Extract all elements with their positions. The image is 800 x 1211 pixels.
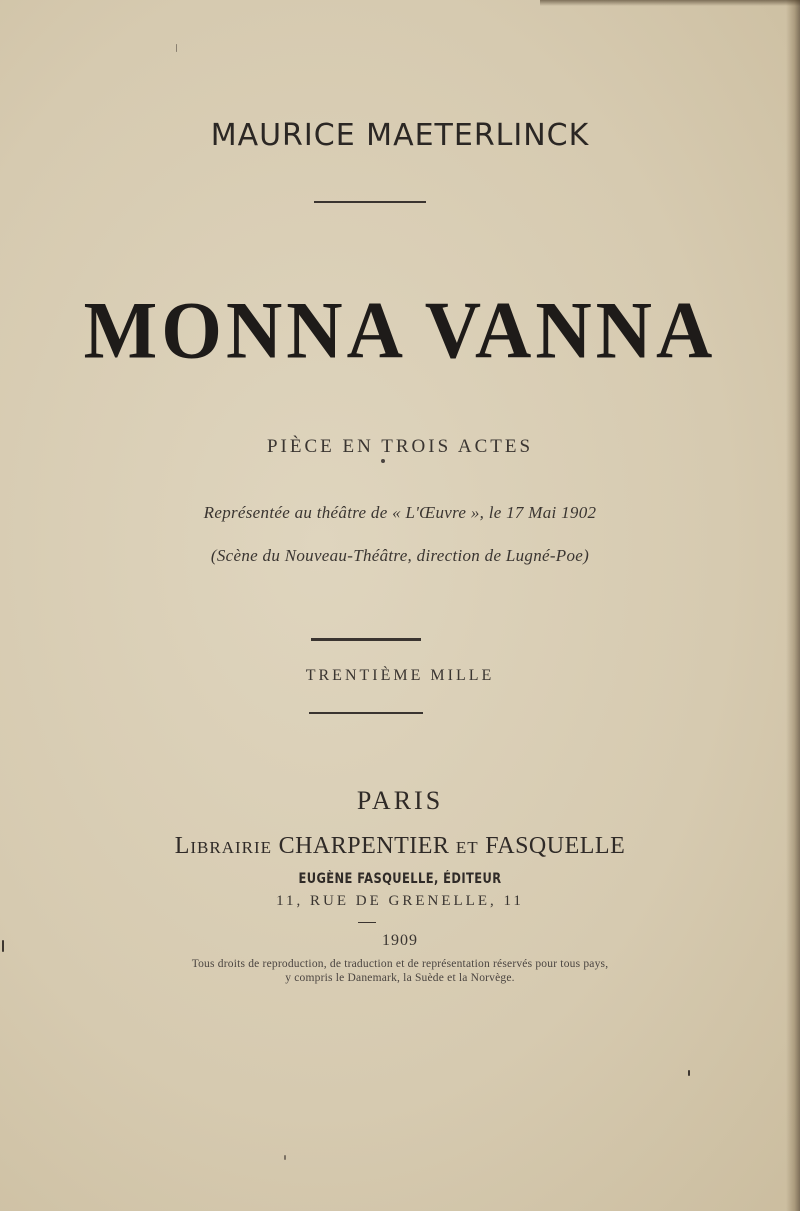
publisher-city: PARIS [356, 786, 444, 815]
publication-year: 1909 [382, 932, 418, 949]
rule-thick [311, 638, 421, 641]
author-name: MAURICE MAETERLINCK [210, 118, 590, 153]
paper-speck [688, 1070, 690, 1076]
page-edge-shadow [786, 0, 800, 1211]
ornament-dot [381, 459, 385, 463]
edition-note: TRENTIÈME MILLE [305, 667, 495, 684]
rule-under-author [314, 201, 426, 203]
rule-small [358, 922, 376, 923]
performance-line-1: Représentée au théâtre de « L'Œuvre », le 17 Mai 1902 [203, 503, 597, 522]
publisher-name [0, 833, 800, 860]
performance-line-2: (Scène du Nouveau-Théâtre, direction de Lugné-Poe) [210, 546, 590, 565]
publisher-name-1: CHARPENTIER [278, 833, 450, 859]
publisher-editor: EUGÈNE FASQUELLE, ÉDITEUR [298, 871, 502, 887]
paper-speck [2, 940, 4, 952]
rights-notice-line-2: y compris le Danemark, la Suède et la Norvège. [285, 972, 515, 984]
publisher-address: 11, RUE DE GRENELLE, 11 [276, 893, 524, 909]
rule-under-edition [309, 712, 423, 714]
publisher-conjunction: et [455, 833, 479, 859]
book-title: MONNA VANNA [83, 283, 717, 376]
page-top-shadow [540, 0, 800, 6]
rights-notice-line-1: Tous droits de reproduction, de traduction et de représentation réservés pour tous pays, [191, 958, 609, 970]
book-subtitle: PIÈCE EN TROIS ACTES [266, 436, 534, 457]
paper-speck [176, 44, 177, 52]
publisher-prefix: Librairie [174, 833, 273, 859]
paper-speck [284, 1155, 286, 1160]
publisher-name-2: FASQUELLE [485, 833, 626, 859]
